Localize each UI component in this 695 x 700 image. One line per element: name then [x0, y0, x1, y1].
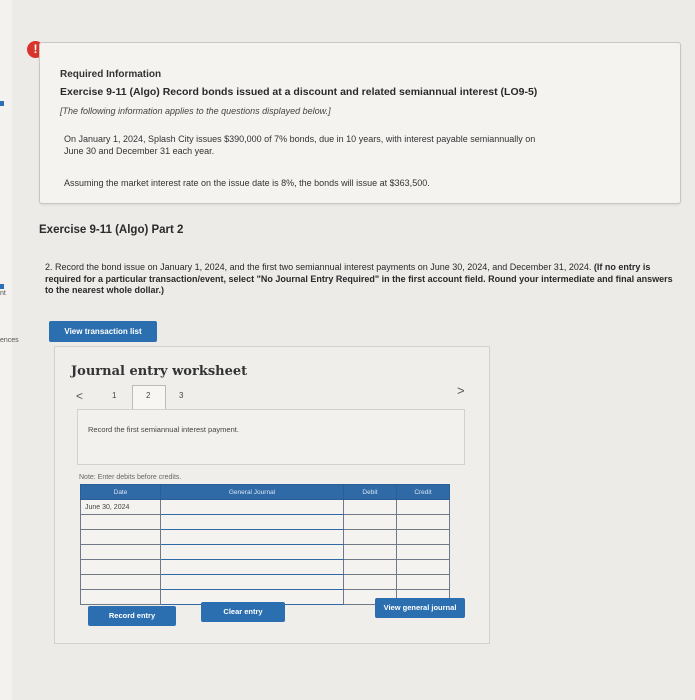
- debit-cell[interactable]: [344, 545, 397, 560]
- table-row: [81, 515, 450, 530]
- info-note: [The following information applies to the questions displayed below.]: [60, 106, 331, 116]
- debit-cell[interactable]: [344, 530, 397, 545]
- debit-cell[interactable]: [344, 500, 397, 515]
- table-row: [81, 560, 450, 575]
- journal-table: [80, 484, 450, 605]
- table-row: [81, 545, 450, 560]
- exercise-title: Exercise 9-11 (Algo) Record bonds issued at a discount and related semiannual interest (LO9-5): [60, 86, 538, 98]
- alert-icon: !: [27, 41, 44, 58]
- problem-paragraph: [64, 133, 624, 157]
- credit-cell[interactable]: [397, 560, 450, 575]
- page-tab-3[interactable]: 3: [179, 391, 184, 400]
- record-entry-button[interactable]: Record entry: [88, 606, 176, 626]
- account-cell[interactable]: [161, 560, 344, 575]
- part-instructions: [45, 262, 675, 297]
- debit-cell[interactable]: [344, 515, 397, 530]
- account-cell[interactable]: [161, 515, 344, 530]
- debits-note: Note: Enter debits before credits.: [79, 474, 182, 481]
- debit-cell[interactable]: [344, 560, 397, 575]
- date-cell[interactable]: [81, 515, 161, 530]
- next-page-icon[interactable]: >: [457, 383, 465, 398]
- required-information-title: Required Information: [60, 69, 162, 80]
- date-cell[interactable]: [81, 560, 161, 575]
- account-cell[interactable]: [161, 545, 344, 560]
- account-cell[interactable]: [161, 500, 344, 515]
- credit-cell[interactable]: [397, 515, 450, 530]
- debit-cell[interactable]: [344, 575, 397, 590]
- required-information-card: [39, 42, 681, 204]
- market-rate-paragraph: Assuming the market interest rate on the issue date is 8%, the bonds will issue at $363,500.: [64, 178, 430, 188]
- date-cell[interactable]: [81, 590, 161, 605]
- instruction-text: 2. Record the bond issue on January 1, 2024, and the first two semiannual interest payments on June 30, 2024, and December 31, 2024.: [45, 262, 592, 272]
- sidebar-fragment: ences: [0, 337, 19, 344]
- credit-cell[interactable]: [397, 545, 450, 560]
- previous-page-icon[interactable]: <: [76, 389, 84, 403]
- account-cell[interactable]: [161, 530, 344, 545]
- page-tab-1[interactable]: 1: [112, 391, 117, 400]
- table-row: [81, 575, 450, 590]
- sidebar-marker: [0, 284, 4, 289]
- journal-table-header: [81, 485, 450, 500]
- worksheet-title: Journal entry worksheet: [71, 364, 248, 379]
- account-cell[interactable]: [161, 575, 344, 590]
- problem-line: On January 1, 2024, Splash City issues $390,000 of 7% bonds, due in 10 years, with interest payable semiannually on: [64, 134, 536, 144]
- date-cell[interactable]: [81, 545, 161, 560]
- view-transaction-list-button[interactable]: View transaction list: [49, 321, 157, 342]
- table-row: [81, 530, 450, 545]
- sidebar-fragment: nt: [0, 290, 6, 297]
- instruction-bold-text: (If no entry is required for a particular transaction/event, select "No Journal Entry Required" in the first account field. Round your intermediate and final answers to the nearest whole dollar.): [45, 262, 673, 295]
- journal-entry-worksheet: [54, 346, 490, 644]
- credit-cell[interactable]: [397, 575, 450, 590]
- view-general-journal-button[interactable]: View general journal: [375, 598, 465, 618]
- credit-cell[interactable]: [397, 500, 450, 515]
- date-column-header: Date: [81, 485, 161, 500]
- sidebar-marker: [0, 101, 4, 106]
- entry-prompt: Record the first semiannual interest payment.: [88, 425, 239, 434]
- debit-column-header: Debit: [344, 485, 397, 500]
- page-tab-2[interactable]: 2: [146, 391, 151, 400]
- credit-cell[interactable]: [397, 530, 450, 545]
- date-cell[interactable]: June 30, 2024: [81, 500, 161, 515]
- problem-line: June 30 and December 31 each year.: [64, 146, 215, 156]
- left-sidebar-edge: [0, 0, 19, 700]
- credit-column-header: Credit: [397, 485, 450, 500]
- date-cell[interactable]: [81, 530, 161, 545]
- general-journal-column-header: General Journal: [161, 485, 344, 500]
- entry-prompt-box: [77, 409, 465, 465]
- part-title: Exercise 9-11 (Algo) Part 2: [39, 224, 184, 236]
- date-cell[interactable]: [81, 575, 161, 590]
- table-row: [81, 500, 450, 515]
- clear-entry-button[interactable]: Clear entry: [201, 602, 285, 622]
